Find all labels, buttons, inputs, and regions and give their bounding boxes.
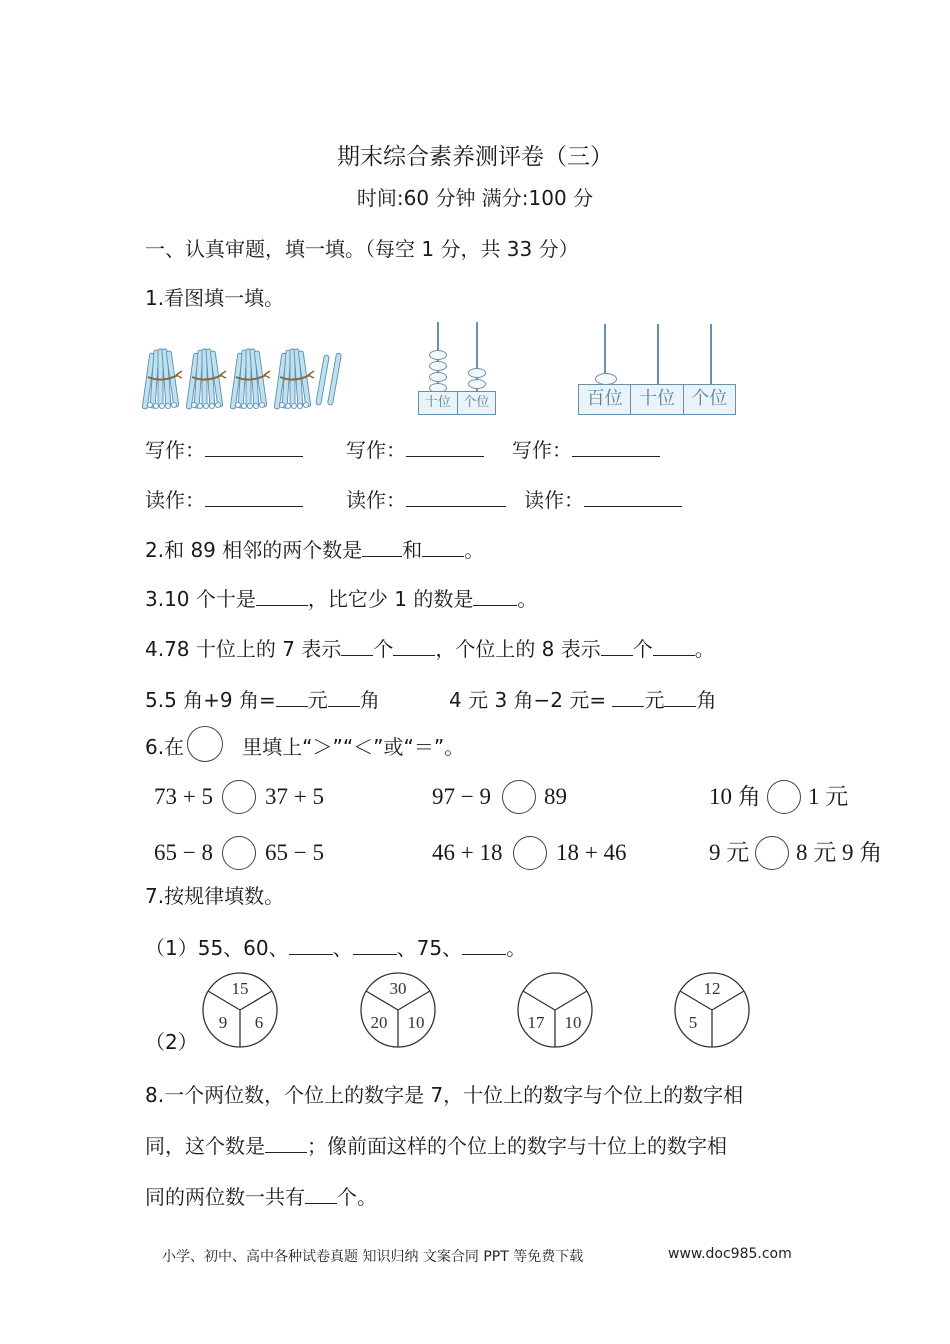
- q7-text: 、: [332, 936, 353, 960]
- question-7-text: 7.按规律填数。: [145, 884, 285, 908]
- q4-text: 个: [632, 637, 653, 661]
- write-label: 写作：: [346, 438, 406, 462]
- question-3: [145, 585, 537, 611]
- circle-right-number: 10: [407, 1013, 425, 1032]
- answer-blank[interactable]: [362, 536, 402, 557]
- question-1-text: 1.看图填一填。: [145, 286, 285, 310]
- read-row: [145, 486, 303, 512]
- question-7-part1: [145, 934, 526, 960]
- compare-circle-example: [187, 726, 223, 762]
- answer-blank[interactable]: [205, 486, 303, 507]
- compare-circle[interactable]: [502, 780, 536, 814]
- question-8-line1: 8.一个两位数，个位上的数字是 7，十位上的数字与个位上的数字相: [145, 1083, 744, 1107]
- read-row: [346, 486, 506, 512]
- q5-text: 角: [359, 688, 380, 712]
- q8-text: 同，这个数是: [145, 1134, 265, 1158]
- circle-left-number: 20: [370, 1013, 388, 1032]
- q2-text: 。: [464, 538, 485, 562]
- q4-text: 4.78 十位上的 7 表示: [145, 637, 342, 661]
- answer-blank[interactable]: [572, 436, 660, 457]
- circle-top-number: 12: [703, 979, 721, 998]
- answer-blank[interactable]: [653, 635, 695, 656]
- question-8-line3: [145, 1183, 377, 1209]
- write-label: 写作：: [512, 438, 572, 462]
- compare-left: 97 − 9: [432, 784, 491, 809]
- write-row: [512, 436, 660, 462]
- answer-blank[interactable]: [422, 536, 464, 557]
- abacus1-label: 个位: [463, 395, 490, 410]
- abacus2-label: 个位: [691, 388, 728, 409]
- answer-blank[interactable]: [265, 1132, 307, 1153]
- q4-text: 。: [694, 637, 715, 661]
- circle-left-number: 9: [218, 1013, 228, 1032]
- compare-left: 46 + 18: [432, 840, 503, 865]
- abacus-tens-ones: [418, 322, 496, 416]
- answer-blank[interactable]: [276, 686, 308, 707]
- circle-right-number: 10: [564, 1013, 582, 1032]
- compare-left: 73 + 5: [154, 784, 213, 809]
- read-label: 读作：: [145, 488, 205, 512]
- question-7-part2-label: （2）: [145, 1030, 198, 1054]
- compare-circle[interactable]: [222, 780, 256, 814]
- compare-circle[interactable]: [513, 836, 547, 870]
- answer-blank[interactable]: [289, 934, 333, 955]
- compare-left: 65 − 8: [154, 840, 213, 865]
- answer-blank[interactable]: [256, 585, 308, 606]
- question-5-right: [449, 686, 716, 712]
- question-8-line2: [145, 1132, 727, 1158]
- q4-text: 个: [373, 637, 394, 661]
- answer-blank[interactable]: [664, 686, 696, 707]
- circle-left-number: 5: [688, 1013, 698, 1032]
- answer-blank[interactable]: [305, 1183, 337, 1204]
- q6-text: 里填上“＞”“＜”或“＝”。: [242, 735, 465, 759]
- footer-url[interactable]: www.doc985.com: [668, 1246, 792, 1262]
- answer-blank[interactable]: [205, 436, 303, 457]
- q2-text: 和: [402, 538, 423, 562]
- answer-blank[interactable]: [406, 486, 506, 507]
- q7-text: 、75、: [396, 936, 463, 960]
- question-5-left: [145, 686, 380, 712]
- compare-circle[interactable]: [755, 836, 789, 870]
- number-circle: [672, 970, 752, 1050]
- loose-sticks: [316, 353, 342, 405]
- compare-circle[interactable]: [767, 780, 801, 814]
- write-row: [145, 436, 303, 462]
- compare-left: 10 角: [709, 784, 761, 809]
- answer-blank[interactable]: [473, 585, 517, 606]
- circle-left-number: 17: [527, 1013, 545, 1032]
- abacus-hundreds-tens-ones: [578, 324, 736, 416]
- answer-blank[interactable]: [462, 934, 506, 955]
- number-circle: [200, 970, 280, 1050]
- circle-top-number: 30: [389, 979, 407, 998]
- footer-text: 小学、初中、高中各种试卷真题 知识归纳 文案合同 PPT 等免费下载: [162, 1249, 584, 1265]
- question-4: [145, 635, 715, 661]
- answer-blank[interactable]: [393, 635, 435, 656]
- compare-right: 18 + 46: [556, 840, 627, 865]
- compare-circle[interactable]: [222, 836, 256, 870]
- compare-right: 8 元 9 角: [796, 840, 883, 865]
- q5-text: 元: [644, 688, 665, 712]
- read-label: 读作：: [524, 488, 584, 512]
- write-row: [346, 436, 484, 462]
- q2-text: 2.和 89 相邻的两个数是: [145, 538, 363, 562]
- answer-blank[interactable]: [584, 486, 682, 507]
- answer-blank[interactable]: [406, 436, 484, 457]
- q5-text: 5.5 角+9 角=: [145, 688, 276, 712]
- q4-text: ，个位上的 8 表示: [435, 637, 601, 661]
- q8-text: ；像前面这样的个位上的数字与十位上的数字相: [307, 1134, 727, 1158]
- q5-text: 元: [307, 688, 328, 712]
- page-subtitle: 时间:60 分钟 满分:100 分: [356, 186, 594, 210]
- stick-bundles-illustration: [140, 345, 350, 413]
- read-label: 读作：: [346, 488, 406, 512]
- abacus1-label: 十位: [419, 392, 458, 414]
- q5-text: 4 元 3 角−2 元=: [449, 688, 613, 712]
- circle-right-number: 6: [254, 1013, 264, 1032]
- section-heading: 一、认真审题，填一填。（每空 1 分，共 33 分）: [145, 237, 579, 261]
- number-circle: [515, 970, 595, 1050]
- compare-left: 9 元: [709, 840, 750, 865]
- number-circle: [358, 970, 438, 1050]
- answer-blank[interactable]: [353, 934, 397, 955]
- q3-text: ，比它少 1 的数是: [307, 587, 474, 611]
- stick-bundle: [142, 349, 182, 409]
- write-label: 写作：: [145, 438, 205, 462]
- page-title: 期末综合素养测评卷（三）: [337, 144, 613, 170]
- compare-right: 37 + 5: [265, 784, 324, 809]
- q3-text: 3.10 个十是: [145, 587, 256, 611]
- q3-text: 。: [517, 587, 538, 611]
- answer-blank[interactable]: [341, 635, 373, 656]
- abacus2-label: 百位: [579, 385, 631, 414]
- q5-text: 角: [696, 688, 717, 712]
- circle-top-number: 15: [231, 979, 249, 998]
- q6-text: 6.在: [145, 735, 185, 759]
- q8-text: 同的两位数一共有: [145, 1185, 305, 1209]
- compare-right: 1 元: [808, 784, 849, 809]
- answer-blank[interactable]: [612, 686, 644, 707]
- compare-right: 89: [544, 784, 567, 809]
- q7-text: 。: [506, 936, 527, 960]
- answer-blank[interactable]: [601, 635, 633, 656]
- question-2: [145, 536, 484, 562]
- q7-text: （1）55、60、: [145, 936, 289, 960]
- q8-text: 个。: [337, 1185, 377, 1209]
- answer-blank[interactable]: [328, 686, 360, 707]
- compare-right: 65 − 5: [265, 840, 324, 865]
- abacus2-label: 十位: [631, 385, 683, 414]
- read-row: [524, 486, 682, 512]
